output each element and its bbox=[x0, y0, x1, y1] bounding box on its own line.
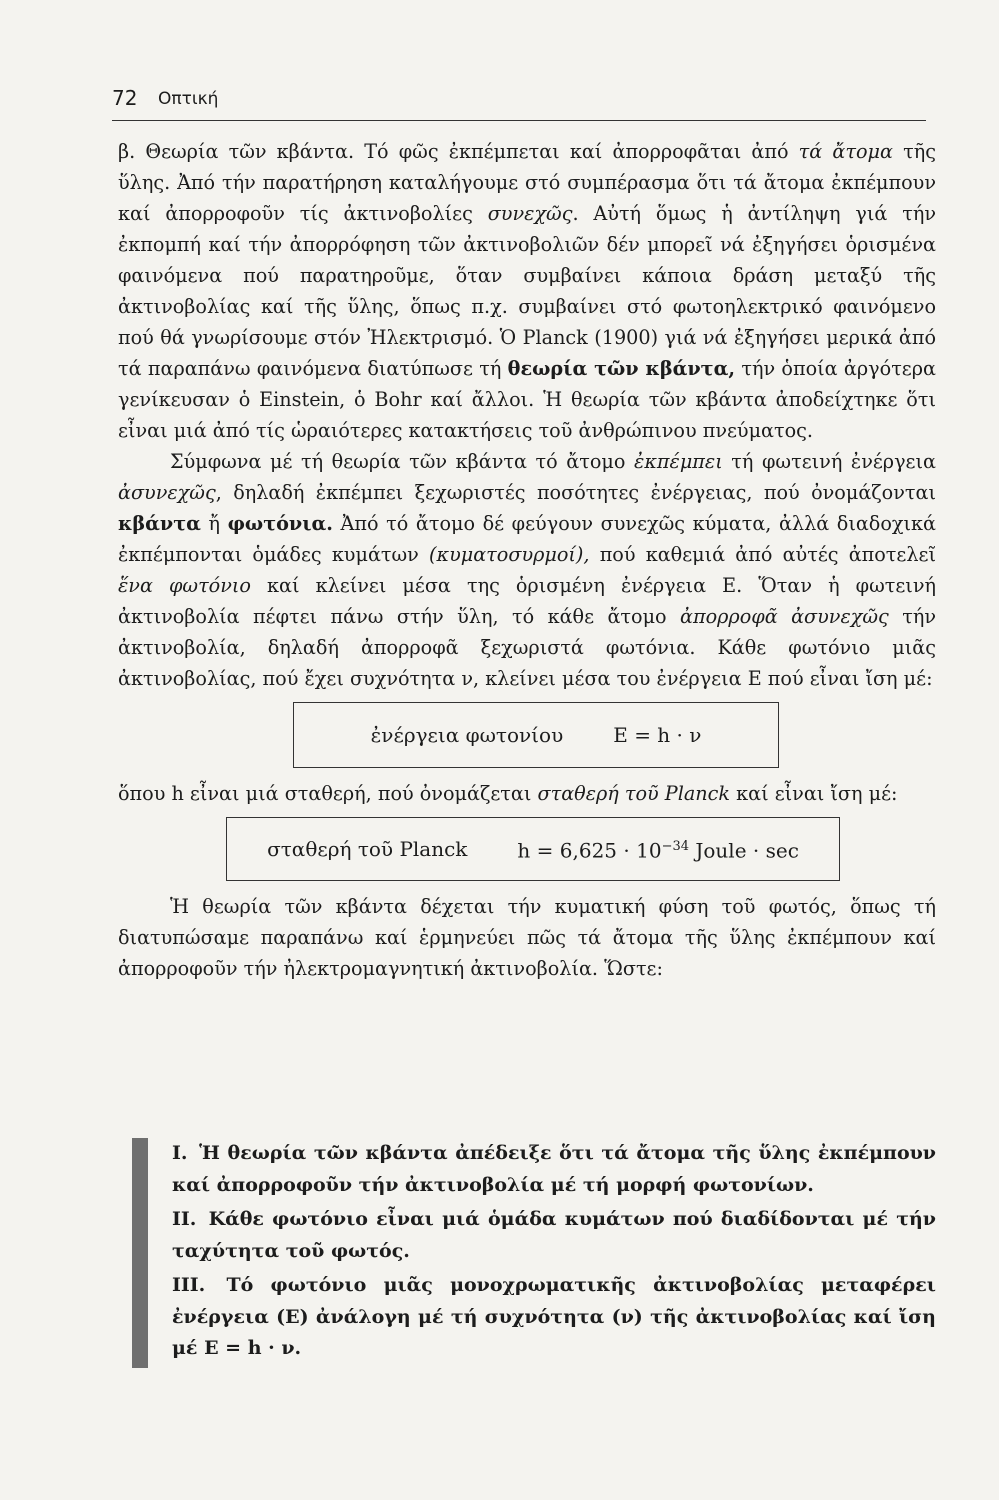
summary-item: III. Τό φωτόνιο μιᾶς μονοχρωματικῆς ἀκτινοβολίας μεταφέρει ἐνέργεια (Ε) ἀνάλογη μέ τή συχνότητα (ν) τῆς ἀκτινοβολίας καί ἴση μέ Ε = h · ν. bbox=[172, 1274, 936, 1359]
page-number: 72 bbox=[112, 86, 138, 110]
summary-box bbox=[132, 1138, 936, 1368]
formula-label: σταθερή τοῦ Planck bbox=[267, 836, 468, 861]
summary-item: I. Ἡ θεωρία τῶν κβάντα ἀπέδειξε ὅτι τά ἄτομα τῆς ὕλης ἐκπέμπουν καί ἀπορροφοῦν τήν ἀκτινοβολία μέ τή μορφή φωτονίων. bbox=[172, 1142, 936, 1196]
main-text bbox=[118, 136, 936, 984]
planck-constant-intro: ὅπου h εἶναι μιά σταθερή, πού ὀνομάζεται σταθερή τοῦ Planck καί εἶναι ἴση μέ: bbox=[118, 782, 898, 805]
photon-energy-formula-box bbox=[293, 702, 779, 768]
formula-expression: Ε = h · ν bbox=[613, 722, 702, 747]
paragraph-photons: Σύμφωνα μέ τή θεωρία τῶν κβάντα τό ἄτομο ἐκπέμπει τή φωτεινή ἐνέργεια ἀσυνεχῶς, δηλαδή ἐκπέμπει ξεχωριστές ποσότητες ἐνέργειας, πού ὀνομάζονται κβάντα ἤ φωτόνια. Ἀπό τό ἄτομο δέ φεύγουν συνεχῶς κύματα, ἀλλά διαδοχικά ἐκπέμπονται ὁμάδες κυμάτων (κυματοσυρμοί), πού καθεμιά ἀπό αὐτές ἀποτελεῖ ἕνα φωτόνιο καί κλείνει μέσα της ὁρισμένη ἐνέργεια Ε. Ὅταν ἡ φωτεινή ἀκτινοβολία πέφτει πάνω στήν ὕλη, τό κάθε ἄτομο ἀπορροφᾶ ἀσυνεχῶς τήν ἀκτινοβολία, δηλαδή ἀπορροφᾶ ξεχωριστά φωτόνια. Κάθε φωτόνιο μιᾶς ἀκτινοβολίας, πού ἔχει συχνότητα ν, κλείνει μέσα του ἐνέργεια Ε πού εἶναι ἴση μέ: bbox=[118, 450, 937, 690]
paragraph-quantum-theory: β. Θεωρία τῶν κβάντα. Τό φῶς ἐκπέμπεται καί ἀπορροφᾶται ἀπό τά ἄτομα τῆς ὕλης. Ἀπό τήν παρατήρηση καταλήγουμε στό συμπέρασμα ὅτι τά ἄτομα ἐκπέμπουν καί ἀπορροφοῦν τίς ἀκτινοβολίες συνεχῶς. Αὐτή ὅμως ἡ ἀντίληψη γιά τήν ἐκπομπή καί τήν ἀπορρόφηση τῶν ἀκτινοβολιῶν δέν μπορεῖ νά ἐξηγήσει ὁρισμένα φαινόμενα πού παρατηροῦμε, ὅταν συμβαίνει κάποια δράση μεταξύ τῆς ἀκτινοβολίας καί τῆς ὕλης, ὅπως π.χ. συμβαίνει στό φωτοηλεκτρικό φαινόμενο πού θά γνωρίσουμε στόν Ἠλεκτρισμό. Ὁ Planck (1900) γιά νά ἐξηγήσει μερικά ἀπό τά παραπάνω φαινόμενα διατύπωσε τή θεωρία τῶν κβάντα, τήν ὁποία ἀργότερα γενίκευσαν ὁ Einstein, ὁ Bohr καί ἄλλοι. Ἡ θεωρία τῶν κβάντα ἀποδείχτηκε ὅτι εἶναι μιά ἀπό τίς ὡραιότερες κατακτήσεις τοῦ ἀνθρώπινου πνεύματος. bbox=[118, 140, 936, 442]
running-title: Οπτική bbox=[158, 89, 219, 109]
formula-label: ἐνέργεια φωτονίου bbox=[370, 722, 564, 747]
paragraph-conclusion: Ἡ θεωρία τῶν κβάντα δέχεται τήν κυματική φύση τοῦ φωτός, ὅπως τή διατυπώσαμε παραπάνω καί ἑρμηνεύει πῶς τά ἄτομα τῆς ὕλης ἐκπέμπουν καί ἀπορροφοῦν τήν ἠλεκτρομαγνητική ἀκτινοβολία. Ὥστε: bbox=[118, 895, 936, 980]
summary-item: II. Κάθε φωτόνιο εἶναι μιά ὁμάδα κυμάτων πού διαδίδονται μέ τήν ταχύτητα τοῦ φωτός. bbox=[172, 1208, 936, 1262]
planck-constant-formula-box bbox=[226, 817, 840, 881]
formula-expression: $h = 6,625 \cdot 10^{-34}$ Joule · sec bbox=[517, 838, 799, 863]
page-header bbox=[112, 84, 926, 121]
